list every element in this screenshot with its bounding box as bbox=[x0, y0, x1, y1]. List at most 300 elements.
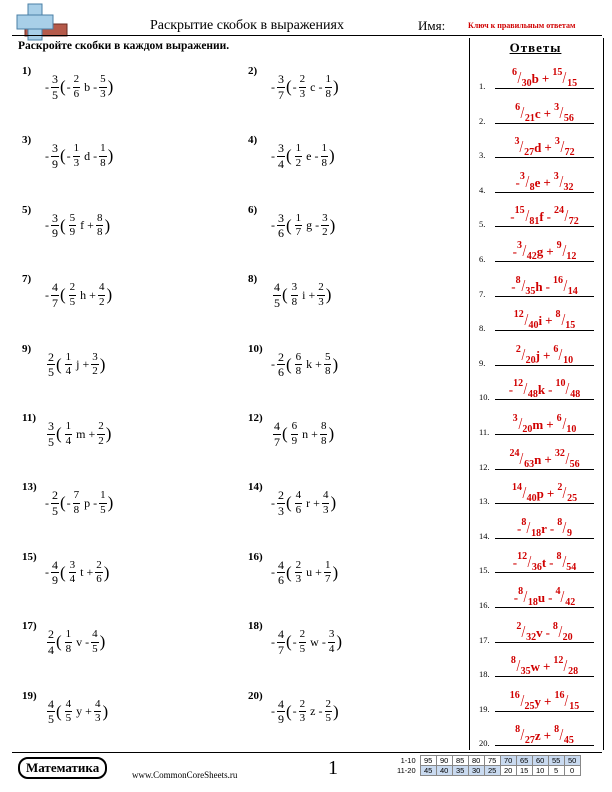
numerator: 6 bbox=[556, 413, 562, 424]
slash: / bbox=[558, 344, 563, 364]
denominator: 40 bbox=[528, 320, 539, 332]
problem-number: 8) bbox=[248, 273, 258, 286]
fraction bbox=[51, 142, 59, 170]
problem-number: 1) bbox=[22, 65, 32, 77]
variable: y bbox=[76, 704, 83, 719]
fraction bbox=[325, 699, 333, 725]
sign: + bbox=[308, 287, 316, 302]
score-cell: 95 bbox=[420, 756, 436, 766]
variable: j bbox=[76, 357, 80, 372]
name-value: Ключ к правильным ответам bbox=[468, 21, 576, 30]
numerator: 1 bbox=[65, 420, 72, 433]
numerator: 16 bbox=[509, 689, 520, 701]
open-paren: ( bbox=[56, 632, 62, 652]
open-paren: ( bbox=[56, 424, 62, 444]
variable: t bbox=[80, 565, 84, 580]
fraction bbox=[325, 74, 333, 100]
problem-expression bbox=[44, 420, 111, 448]
fraction bbox=[328, 629, 336, 655]
fraction bbox=[51, 212, 59, 240]
answer-value bbox=[495, 517, 594, 539]
denominator: 3 bbox=[100, 87, 106, 100]
close-paren: ) bbox=[329, 146, 335, 166]
variable: g bbox=[536, 244, 544, 259]
answer-number: 17. bbox=[479, 634, 490, 645]
variable: u bbox=[306, 565, 313, 580]
denominator: 8 bbox=[324, 365, 331, 378]
denominator: 20 bbox=[525, 354, 536, 366]
fraction bbox=[47, 351, 55, 379]
problem-expression bbox=[270, 628, 342, 656]
open-paren: ( bbox=[286, 562, 292, 582]
answer-value bbox=[495, 655, 594, 677]
numerator: 6 bbox=[553, 343, 559, 355]
fraction bbox=[69, 282, 77, 308]
denominator: 4 bbox=[65, 365, 72, 378]
numerator: 1 bbox=[73, 142, 80, 155]
numerator: 8 bbox=[510, 655, 516, 667]
problem-expression bbox=[44, 73, 113, 101]
variable: h bbox=[80, 287, 87, 302]
numerator: 6 bbox=[515, 101, 521, 113]
sign: - bbox=[318, 704, 323, 719]
denominator: 7 bbox=[52, 295, 58, 310]
sign: - bbox=[271, 634, 275, 649]
slash: / bbox=[517, 68, 522, 87]
denominator: 8 bbox=[291, 295, 298, 308]
slash: / bbox=[559, 171, 564, 191]
sign: + bbox=[86, 565, 94, 580]
slash: / bbox=[559, 102, 564, 122]
problem-number: 10) bbox=[248, 342, 263, 355]
answer-row bbox=[474, 64, 600, 94]
problem-number: 18) bbox=[248, 620, 263, 633]
close-paren: ) bbox=[107, 146, 114, 166]
denominator: 30 bbox=[521, 78, 532, 89]
sign: - bbox=[66, 495, 71, 510]
close-paren: ) bbox=[99, 354, 106, 374]
numerator: 24 bbox=[509, 447, 520, 459]
variable: n bbox=[302, 426, 309, 441]
numerator: 3 bbox=[48, 419, 54, 433]
slash: / bbox=[562, 241, 566, 260]
sign: + bbox=[85, 704, 92, 719]
operator: - bbox=[548, 590, 553, 605]
denominator: 4 bbox=[69, 573, 76, 586]
denominator: 8 bbox=[321, 156, 327, 169]
denominator: 5 bbox=[92, 642, 98, 655]
numerator: 12 bbox=[513, 309, 524, 321]
answer-number: 20. bbox=[479, 738, 490, 749]
numerator: 7 bbox=[73, 489, 80, 502]
numerator: 4 bbox=[52, 280, 58, 295]
denominator: 9 bbox=[566, 527, 572, 539]
denominator: 7 bbox=[274, 434, 280, 449]
slash: / bbox=[563, 656, 568, 676]
numerator: 2 bbox=[318, 281, 324, 294]
operator: - bbox=[549, 520, 555, 536]
slash: / bbox=[523, 587, 528, 606]
problem-number: 17) bbox=[22, 620, 37, 633]
denominator: 48 bbox=[527, 389, 538, 401]
close-paren: ) bbox=[328, 424, 335, 444]
problem-item bbox=[248, 690, 463, 750]
sign: - bbox=[512, 244, 517, 259]
answer-number: 5. bbox=[479, 219, 486, 230]
sign: - bbox=[321, 634, 326, 649]
denominator: 25 bbox=[567, 493, 578, 505]
fraction bbox=[65, 629, 73, 655]
numerator: 15 bbox=[514, 205, 525, 217]
answer-value bbox=[495, 482, 594, 504]
denominator: 4 bbox=[48, 642, 54, 657]
denominator: 6 bbox=[73, 87, 80, 100]
sign: - bbox=[45, 79, 49, 94]
denominator: 5 bbox=[274, 295, 280, 310]
numerator: 2 bbox=[48, 627, 54, 642]
numerator: 1 bbox=[324, 558, 331, 571]
denominator: 56 bbox=[563, 112, 574, 124]
numerator: 8 bbox=[96, 211, 103, 224]
numerator: 3 bbox=[516, 240, 522, 251]
problem-number: 4) bbox=[248, 134, 258, 147]
answer-number: 10. bbox=[479, 392, 490, 403]
numerator: 4 bbox=[92, 628, 98, 641]
fraction bbox=[51, 73, 59, 101]
denominator: 32 bbox=[526, 631, 537, 643]
denominator: 3 bbox=[295, 573, 302, 586]
close-paren: ) bbox=[99, 632, 106, 652]
operator: + bbox=[545, 313, 553, 329]
numerator: 2 bbox=[516, 620, 522, 632]
problem-number: 9) bbox=[22, 342, 32, 355]
variable: y bbox=[534, 693, 542, 709]
site-url: www.CommonCoreSheets.ru bbox=[132, 770, 238, 780]
numerator: 5 bbox=[100, 73, 106, 86]
score-cell: 25 bbox=[484, 766, 500, 776]
numerator: 3 bbox=[553, 170, 559, 182]
operator: + bbox=[541, 71, 550, 86]
denominator: 8 bbox=[65, 642, 72, 655]
open-paren: ( bbox=[56, 701, 62, 721]
numerator: 3 bbox=[322, 211, 328, 224]
numerator: 5 bbox=[69, 211, 76, 224]
slash: / bbox=[563, 275, 568, 295]
close-paren: ) bbox=[105, 424, 112, 444]
answer-row bbox=[474, 548, 600, 578]
score-row bbox=[395, 766, 580, 776]
fraction bbox=[47, 420, 55, 448]
footer-divider bbox=[12, 752, 602, 753]
fraction bbox=[91, 352, 99, 378]
problem-item bbox=[22, 273, 237, 333]
sign: - bbox=[45, 148, 49, 163]
score-cell: 15 bbox=[516, 766, 532, 776]
score-cell: 90 bbox=[436, 756, 452, 766]
numerator: 8 bbox=[515, 724, 521, 736]
fraction bbox=[277, 559, 285, 587]
denominator: 2 bbox=[98, 434, 104, 447]
sign: - bbox=[45, 218, 49, 233]
fraction bbox=[273, 281, 281, 309]
answer-row bbox=[474, 687, 600, 717]
operator: - bbox=[548, 382, 553, 398]
fraction bbox=[277, 351, 285, 379]
variable: f bbox=[80, 218, 85, 233]
numerator: 1 bbox=[325, 73, 331, 86]
variable: g bbox=[306, 218, 313, 233]
numerator: 1 bbox=[65, 628, 72, 641]
denominator: 9 bbox=[52, 226, 58, 241]
numerator: 2 bbox=[299, 697, 306, 710]
numerator: 9 bbox=[556, 240, 562, 251]
answer-value bbox=[495, 67, 594, 89]
denominator: 8 bbox=[96, 226, 103, 239]
score-cell: 40 bbox=[436, 766, 452, 776]
variable: d bbox=[534, 140, 542, 156]
score-cell: 70 bbox=[500, 756, 516, 766]
variable: r bbox=[541, 520, 547, 536]
fraction bbox=[91, 629, 99, 655]
denominator: 81 bbox=[529, 216, 540, 228]
fraction bbox=[47, 698, 55, 726]
score-cell: 0 bbox=[564, 766, 580, 776]
fraction bbox=[98, 282, 106, 308]
numerator: 3 bbox=[291, 281, 298, 294]
denominator: 28 bbox=[568, 666, 579, 678]
denominator: 3 bbox=[318, 295, 324, 308]
fraction bbox=[273, 420, 281, 448]
answer-row bbox=[474, 133, 600, 163]
denominator: 9 bbox=[52, 156, 58, 171]
score-cell: 75 bbox=[484, 756, 500, 766]
close-paren: ) bbox=[332, 562, 339, 582]
numerator: 3 bbox=[512, 413, 518, 424]
score-range-label: 1-10 bbox=[400, 756, 416, 765]
answer-number: 1. bbox=[479, 81, 486, 91]
numerator: 12 bbox=[513, 378, 524, 390]
answer-row bbox=[474, 99, 600, 129]
fraction bbox=[65, 421, 73, 447]
denominator: 15 bbox=[567, 78, 578, 89]
sign: - bbox=[66, 148, 71, 163]
numerator: 4 bbox=[94, 697, 101, 710]
operator: + bbox=[544, 140, 552, 156]
sign: - bbox=[508, 382, 514, 398]
denominator: 12 bbox=[566, 251, 577, 262]
slash: / bbox=[519, 137, 524, 157]
numerator: 3 bbox=[52, 141, 58, 156]
problem-item bbox=[22, 551, 237, 611]
fraction bbox=[47, 628, 55, 656]
fraction bbox=[291, 421, 299, 447]
answer-value bbox=[495, 240, 594, 262]
denominator: 14 bbox=[567, 285, 578, 297]
sign: - bbox=[271, 495, 275, 510]
open-paren: ( bbox=[282, 285, 288, 305]
problem-item bbox=[248, 412, 463, 472]
slash: / bbox=[558, 621, 563, 641]
denominator: 10 bbox=[566, 424, 577, 435]
denominator: 5 bbox=[325, 712, 331, 725]
problem-item bbox=[248, 134, 463, 194]
fraction bbox=[299, 629, 307, 655]
denominator: 21 bbox=[524, 112, 535, 124]
operator: + bbox=[543, 174, 551, 190]
operator: + bbox=[546, 417, 554, 432]
numerator: 2 bbox=[325, 697, 331, 710]
name-label: Имя: bbox=[418, 18, 446, 33]
slash: / bbox=[520, 690, 525, 710]
score-cell: 60 bbox=[532, 756, 548, 766]
problem-number: 15) bbox=[22, 550, 37, 563]
variable: v bbox=[536, 624, 543, 640]
answer-number: 15. bbox=[479, 565, 490, 576]
open-paren: ( bbox=[60, 146, 66, 166]
answer-number: 14. bbox=[479, 530, 490, 541]
numerator: 8 bbox=[515, 274, 521, 286]
denominator: 7 bbox=[278, 87, 284, 102]
answer-value bbox=[495, 136, 594, 158]
problem-item bbox=[22, 690, 237, 750]
sign: - bbox=[292, 79, 297, 94]
numerator: 3 bbox=[92, 350, 98, 363]
sign: - bbox=[513, 590, 519, 605]
problem-number: 20) bbox=[248, 689, 263, 702]
denominator: 18 bbox=[531, 527, 542, 539]
close-paren: ) bbox=[106, 285, 113, 305]
denominator: 5 bbox=[48, 434, 54, 449]
numerator: 4 bbox=[98, 281, 105, 294]
score-cell: 20 bbox=[500, 766, 516, 776]
fraction bbox=[51, 281, 59, 309]
brand-badge: Математика bbox=[18, 757, 107, 779]
problem-item bbox=[248, 343, 463, 403]
open-paren: ( bbox=[60, 215, 66, 235]
denominator: 3 bbox=[299, 87, 306, 100]
variable: p bbox=[536, 486, 544, 502]
fraction bbox=[97, 421, 105, 447]
numerator: 3 bbox=[52, 72, 58, 86]
fraction bbox=[277, 142, 285, 170]
fraction bbox=[277, 698, 285, 726]
numerator: 3 bbox=[278, 141, 284, 156]
denominator: 5 bbox=[65, 712, 72, 725]
answers-title: Ответы bbox=[509, 40, 562, 55]
close-paren: ) bbox=[104, 215, 111, 235]
numerator: 12 bbox=[517, 551, 528, 563]
answer-number: 8. bbox=[479, 323, 486, 334]
numerator: 3 bbox=[554, 136, 560, 148]
open-paren: ( bbox=[286, 493, 292, 513]
numerator: 2 bbox=[299, 628, 306, 641]
numerator: 3 bbox=[554, 101, 560, 113]
variable: b bbox=[531, 71, 539, 86]
numerator: 4 bbox=[278, 627, 284, 642]
sign: + bbox=[311, 426, 318, 441]
problem-item bbox=[22, 620, 237, 680]
fraction bbox=[65, 699, 73, 725]
numerator: 1 bbox=[100, 489, 106, 502]
problem-expression bbox=[270, 142, 335, 170]
slash: / bbox=[562, 414, 566, 433]
problem-item bbox=[22, 204, 237, 264]
denominator: 54 bbox=[566, 562, 577, 574]
answer-value bbox=[495, 690, 594, 712]
fraction bbox=[69, 560, 77, 586]
answer-number: 19. bbox=[479, 703, 490, 714]
denominator: 8 bbox=[100, 156, 106, 169]
numerator: 14 bbox=[511, 482, 522, 494]
sign: - bbox=[66, 79, 71, 94]
answer-number: 7. bbox=[479, 288, 486, 299]
sign: - bbox=[517, 520, 522, 536]
answer-row bbox=[474, 202, 600, 232]
numerator: 8 bbox=[554, 724, 560, 736]
variable: v bbox=[76, 634, 83, 649]
slash: / bbox=[562, 517, 567, 537]
numerator: 4 bbox=[278, 696, 284, 711]
answer-value bbox=[495, 275, 594, 297]
score-cell: 55 bbox=[548, 756, 564, 766]
variable: m bbox=[532, 417, 544, 432]
denominator: 25 bbox=[524, 700, 535, 712]
close-paren: ) bbox=[107, 77, 114, 97]
answer-number: 18. bbox=[479, 669, 490, 680]
numerator: 16 bbox=[552, 274, 563, 286]
denominator: 6 bbox=[295, 503, 302, 516]
numerator: 6 bbox=[291, 420, 298, 433]
denominator: 4 bbox=[65, 434, 72, 447]
numerator: 2 bbox=[278, 488, 284, 503]
denominator: 4 bbox=[328, 642, 335, 655]
variable: p bbox=[84, 495, 91, 510]
slash: / bbox=[560, 310, 565, 330]
numerator: 2 bbox=[278, 349, 284, 364]
problem-number: 7) bbox=[22, 273, 32, 286]
sign: - bbox=[512, 555, 518, 571]
open-paren: ( bbox=[60, 77, 66, 97]
slash: / bbox=[521, 621, 526, 641]
numerator: 3 bbox=[278, 72, 284, 86]
denominator: 5 bbox=[48, 365, 54, 380]
denominator: 5 bbox=[69, 295, 76, 308]
sign: - bbox=[515, 174, 520, 190]
fraction bbox=[65, 352, 73, 378]
slash: / bbox=[565, 379, 570, 399]
fraction bbox=[94, 699, 102, 725]
denominator: 8 bbox=[295, 365, 302, 378]
answer-number: 2. bbox=[479, 115, 486, 126]
fraction bbox=[69, 213, 77, 239]
numerator: 3 bbox=[328, 628, 335, 641]
variable: c bbox=[310, 79, 316, 94]
sign: - bbox=[45, 495, 49, 510]
sign: - bbox=[93, 148, 98, 163]
answer-number: 9. bbox=[479, 357, 486, 368]
answer-value bbox=[495, 448, 594, 470]
denominator: 4 bbox=[278, 156, 284, 171]
denominator: 3 bbox=[94, 712, 101, 725]
fraction bbox=[95, 560, 103, 586]
slash: / bbox=[523, 379, 528, 399]
denominator: 35 bbox=[520, 666, 531, 678]
operator: + bbox=[543, 728, 552, 744]
fraction bbox=[321, 213, 329, 239]
numerator: 1 bbox=[295, 142, 302, 155]
problem-item bbox=[22, 481, 237, 541]
answer-row bbox=[474, 237, 600, 267]
